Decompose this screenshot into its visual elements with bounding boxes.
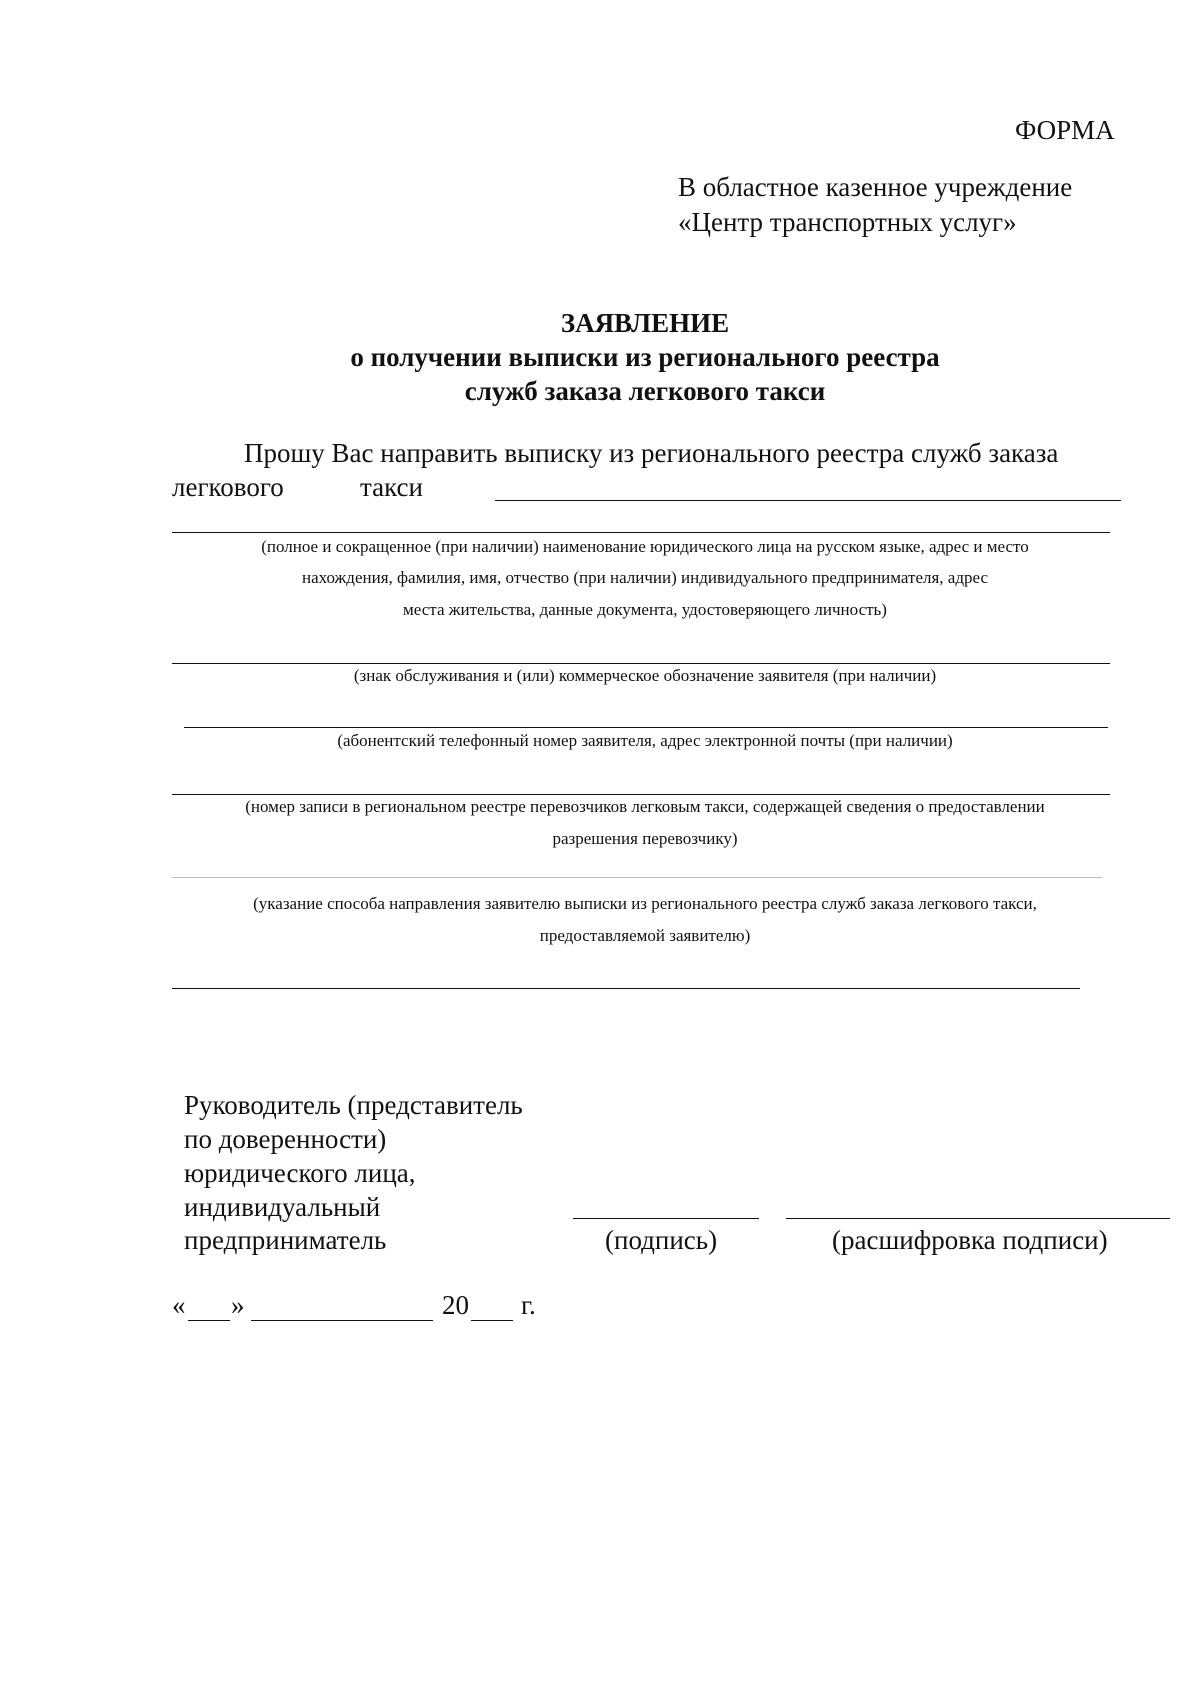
form-label: ФОРМА xyxy=(1015,115,1115,145)
date-year-line xyxy=(471,1320,513,1321)
hint-applicant-name-3: места жительства, данные документа, удостоверяющего личность) xyxy=(403,600,887,619)
addressee-line-1: В областное казенное учреждение xyxy=(678,172,1073,202)
extra-field-line xyxy=(172,988,1080,989)
signatory-line-5: предприниматель xyxy=(184,1225,387,1255)
document-title: ЗАЯВЛЕНИЕ xyxy=(560,308,730,338)
contacts-field-line xyxy=(184,727,1108,728)
signatory-line-2: по доверенности) xyxy=(184,1124,387,1154)
hint-delivery-method-1: (указание способа направления заявителю выписки из регионального реестра служб заказа легкового такси, xyxy=(253,894,1037,913)
request-word-legkovogo: легкового xyxy=(172,472,284,502)
hint-applicant-name-2: нахождения, фамилия, имя, отчество (при наличии) индивидуального предпринимателя, адрес xyxy=(301,568,989,587)
signature-line xyxy=(573,1218,759,1219)
hint-service-mark: (знак обслуживания и (или) коммерческое обозначение заявителя (при наличии) xyxy=(353,666,937,685)
hint-applicant-name-1: (полное и сокращенное (при наличии) наименование юридического лица на русском языке, адрес и место xyxy=(261,537,1029,556)
delivery-method-field-line xyxy=(172,877,1102,878)
date-close-quote: » xyxy=(231,1290,245,1320)
date-year-suffix: г. xyxy=(521,1290,536,1320)
registry-record-field-line xyxy=(172,794,1110,795)
signatory-line-3: юридического лица, xyxy=(184,1158,416,1188)
signature-decode-line xyxy=(786,1218,1170,1219)
hint-delivery-method-2: предоставляемой заявителю) xyxy=(539,926,751,945)
hint-registry-record-1: (номер записи в региональном реестре перевозчиков легковым такси, содержащей сведения о предоставлении xyxy=(245,797,1045,816)
addressee-line-2: «Центр транспортных услуг» xyxy=(678,207,1017,237)
request-word-taxi: такси xyxy=(360,472,423,502)
date-year-prefix: 20 xyxy=(442,1290,469,1320)
date-open-quote: « xyxy=(172,1290,186,1320)
document-subtitle-2: служб заказа легкового такси xyxy=(464,376,826,406)
signature-caption: (подпись) xyxy=(605,1225,718,1255)
request-text-line-1: Прошу Вас направить выписку из регионального реестра служб заказа xyxy=(244,438,1059,468)
signatory-line-4: индивидуальный xyxy=(184,1192,381,1222)
applicant-name-field-line-1 xyxy=(495,500,1121,501)
date-day-line xyxy=(188,1320,230,1321)
signature-decode-caption: (расшифровка подписи) xyxy=(832,1225,1108,1255)
service-mark-field-line xyxy=(172,663,1110,664)
hint-contacts: (абонентский телефонный номер заявителя, адрес электронной почты (при наличии) xyxy=(337,731,953,750)
date-month-line xyxy=(251,1320,433,1321)
signatory-line-1: Руководитель (представитель xyxy=(184,1090,523,1120)
applicant-name-field-line-2 xyxy=(172,532,1110,533)
hint-registry-record-2: разрешения перевозчику) xyxy=(552,829,738,848)
document-subtitle-1: о получении выписки из регионального реестра xyxy=(350,342,940,372)
